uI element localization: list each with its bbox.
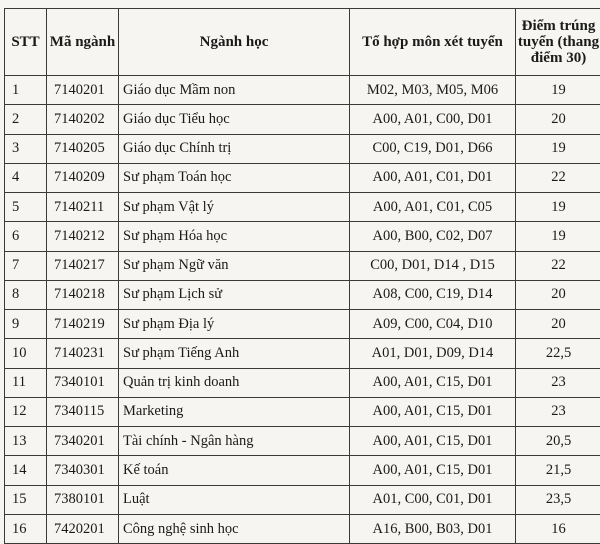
cell-ma-nganh: 7140205 xyxy=(47,134,119,163)
cell-ma-nganh: 7140209 xyxy=(47,163,119,192)
cell-to-hop: A16, B00, B03, D01 xyxy=(350,514,516,543)
cell-nganh-hoc: Sư phạm Toán học xyxy=(119,163,350,192)
cell-ma-nganh: 7140231 xyxy=(47,339,119,368)
cell-nganh-hoc: Marketing xyxy=(119,397,350,426)
cell-to-hop: A00, A01, C15, D01 xyxy=(350,368,516,397)
cell-to-hop: A00, A01, C01, C05 xyxy=(350,193,516,222)
cell-ma-nganh: 7140202 xyxy=(47,105,119,134)
cell-diem: 22,5 xyxy=(516,339,600,368)
cell-to-hop: A00, A01, C15, D01 xyxy=(350,456,516,485)
table-row xyxy=(5,134,600,163)
cell-nganh-hoc: Giáo dục Mầm non xyxy=(119,76,350,105)
cell-diem: 20,5 xyxy=(516,427,600,456)
cell-diem: 19 xyxy=(516,134,600,163)
cell-nganh-hoc: Sư phạm Địa lý xyxy=(119,310,350,339)
cell-ma-nganh: 7420201 xyxy=(47,514,119,543)
table-body xyxy=(5,76,600,544)
cell-nganh-hoc: Kế toán xyxy=(119,456,350,485)
cell-stt: 1 xyxy=(5,76,47,105)
cell-to-hop: C00, C19, D01, D66 xyxy=(350,134,516,163)
table-row xyxy=(5,339,600,368)
cell-stt: 15 xyxy=(5,485,47,514)
cell-nganh-hoc: Sư phạm Tiếng Anh xyxy=(119,339,350,368)
cell-nganh-hoc: Quản trị kinh doanh xyxy=(119,368,350,397)
cell-nganh-hoc: Tài chính - Ngân hàng xyxy=(119,427,350,456)
header-ma-nganh: Mã ngành xyxy=(47,9,119,76)
cell-nganh-hoc: Công nghệ sinh học xyxy=(119,514,350,543)
cell-stt: 13 xyxy=(5,427,47,456)
cell-diem: 20 xyxy=(516,310,600,339)
header-row xyxy=(5,9,600,76)
cell-diem: 23 xyxy=(516,368,600,397)
cell-to-hop: A00, A01, C00, D01 xyxy=(350,105,516,134)
cell-diem: 19 xyxy=(516,222,600,251)
header-to-hop: Tổ hợp môn xét tuyển xyxy=(350,9,516,76)
cell-ma-nganh: 7340115 xyxy=(47,397,119,426)
cell-nganh-hoc: Giáo dục Tiểu học xyxy=(119,105,350,134)
cell-ma-nganh: 7340201 xyxy=(47,427,119,456)
cell-stt: 11 xyxy=(5,368,47,397)
table-row xyxy=(5,105,600,134)
table-row xyxy=(5,514,600,543)
cell-ma-nganh: 7340301 xyxy=(47,456,119,485)
cell-stt: 4 xyxy=(5,163,47,192)
cell-nganh-hoc: Giáo dục Chính trị xyxy=(119,134,350,163)
header-diem: Điểm trúng tuyển (thang điểm 30) xyxy=(516,9,600,76)
cell-nganh-hoc: Sư phạm Lịch sử xyxy=(119,280,350,309)
table-row xyxy=(5,76,600,105)
table-row xyxy=(5,397,600,426)
cell-to-hop: A00, A01, C15, D01 xyxy=(350,427,516,456)
cell-stt: 14 xyxy=(5,456,47,485)
cell-stt: 5 xyxy=(5,193,47,222)
cell-stt: 10 xyxy=(5,339,47,368)
cell-diem: 19 xyxy=(516,193,600,222)
cell-stt: 6 xyxy=(5,222,47,251)
cell-diem: 20 xyxy=(516,280,600,309)
cell-ma-nganh: 7140217 xyxy=(47,251,119,280)
table-row xyxy=(5,163,600,192)
cell-stt: 12 xyxy=(5,397,47,426)
cell-to-hop: A00, B00, C02, D07 xyxy=(350,222,516,251)
table-row xyxy=(5,193,600,222)
cell-diem: 23,5 xyxy=(516,485,600,514)
cell-stt: 7 xyxy=(5,251,47,280)
admission-scores-table xyxy=(4,8,600,544)
cell-nganh-hoc: Sư phạm Hóa học xyxy=(119,222,350,251)
cell-diem: 20 xyxy=(516,105,600,134)
header-nganh-hoc: Ngành học xyxy=(119,9,350,76)
cell-stt: 9 xyxy=(5,310,47,339)
cell-ma-nganh: 7380101 xyxy=(47,485,119,514)
cell-nganh-hoc: Sư phạm Ngữ văn xyxy=(119,251,350,280)
cell-to-hop: A00, A01, C01, D01 xyxy=(350,163,516,192)
cell-diem: 21,5 xyxy=(516,456,600,485)
cell-ma-nganh: 7140201 xyxy=(47,76,119,105)
cell-to-hop: A08, C00, C19, D14 xyxy=(350,280,516,309)
header-stt: STT xyxy=(5,9,47,76)
cell-to-hop: A01, C00, C01, D01 xyxy=(350,485,516,514)
cell-nganh-hoc: Sư phạm Vật lý xyxy=(119,193,350,222)
table-row xyxy=(5,222,600,251)
table-row xyxy=(5,251,600,280)
cell-diem: 19 xyxy=(516,76,600,105)
cell-ma-nganh: 7140212 xyxy=(47,222,119,251)
cell-ma-nganh: 7140218 xyxy=(47,280,119,309)
cell-diem: 22 xyxy=(516,163,600,192)
cell-to-hop: A09, C00, C04, D10 xyxy=(350,310,516,339)
cell-to-hop: C00, D01, D14 , D15 xyxy=(350,251,516,280)
cell-stt: 16 xyxy=(5,514,47,543)
cell-diem: 22 xyxy=(516,251,600,280)
table-row xyxy=(5,456,600,485)
cell-to-hop: A01, D01, D09, D14 xyxy=(350,339,516,368)
cell-ma-nganh: 7140211 xyxy=(47,193,119,222)
table-row xyxy=(5,485,600,514)
cell-to-hop: A00, A01, C15, D01 xyxy=(350,397,516,426)
table-row xyxy=(5,368,600,397)
cell-stt: 2 xyxy=(5,105,47,134)
cell-ma-nganh: 7340101 xyxy=(47,368,119,397)
cell-ma-nganh: 7140219 xyxy=(47,310,119,339)
table-header xyxy=(5,9,600,76)
cell-stt: 3 xyxy=(5,134,47,163)
table-row xyxy=(5,427,600,456)
cell-diem: 16 xyxy=(516,514,600,543)
cell-nganh-hoc: Luật xyxy=(119,485,350,514)
table-row xyxy=(5,280,600,309)
table-row xyxy=(5,310,600,339)
cell-stt: 8 xyxy=(5,280,47,309)
cell-diem: 23 xyxy=(516,397,600,426)
cell-to-hop: M02, M03, M05, M06 xyxy=(350,76,516,105)
